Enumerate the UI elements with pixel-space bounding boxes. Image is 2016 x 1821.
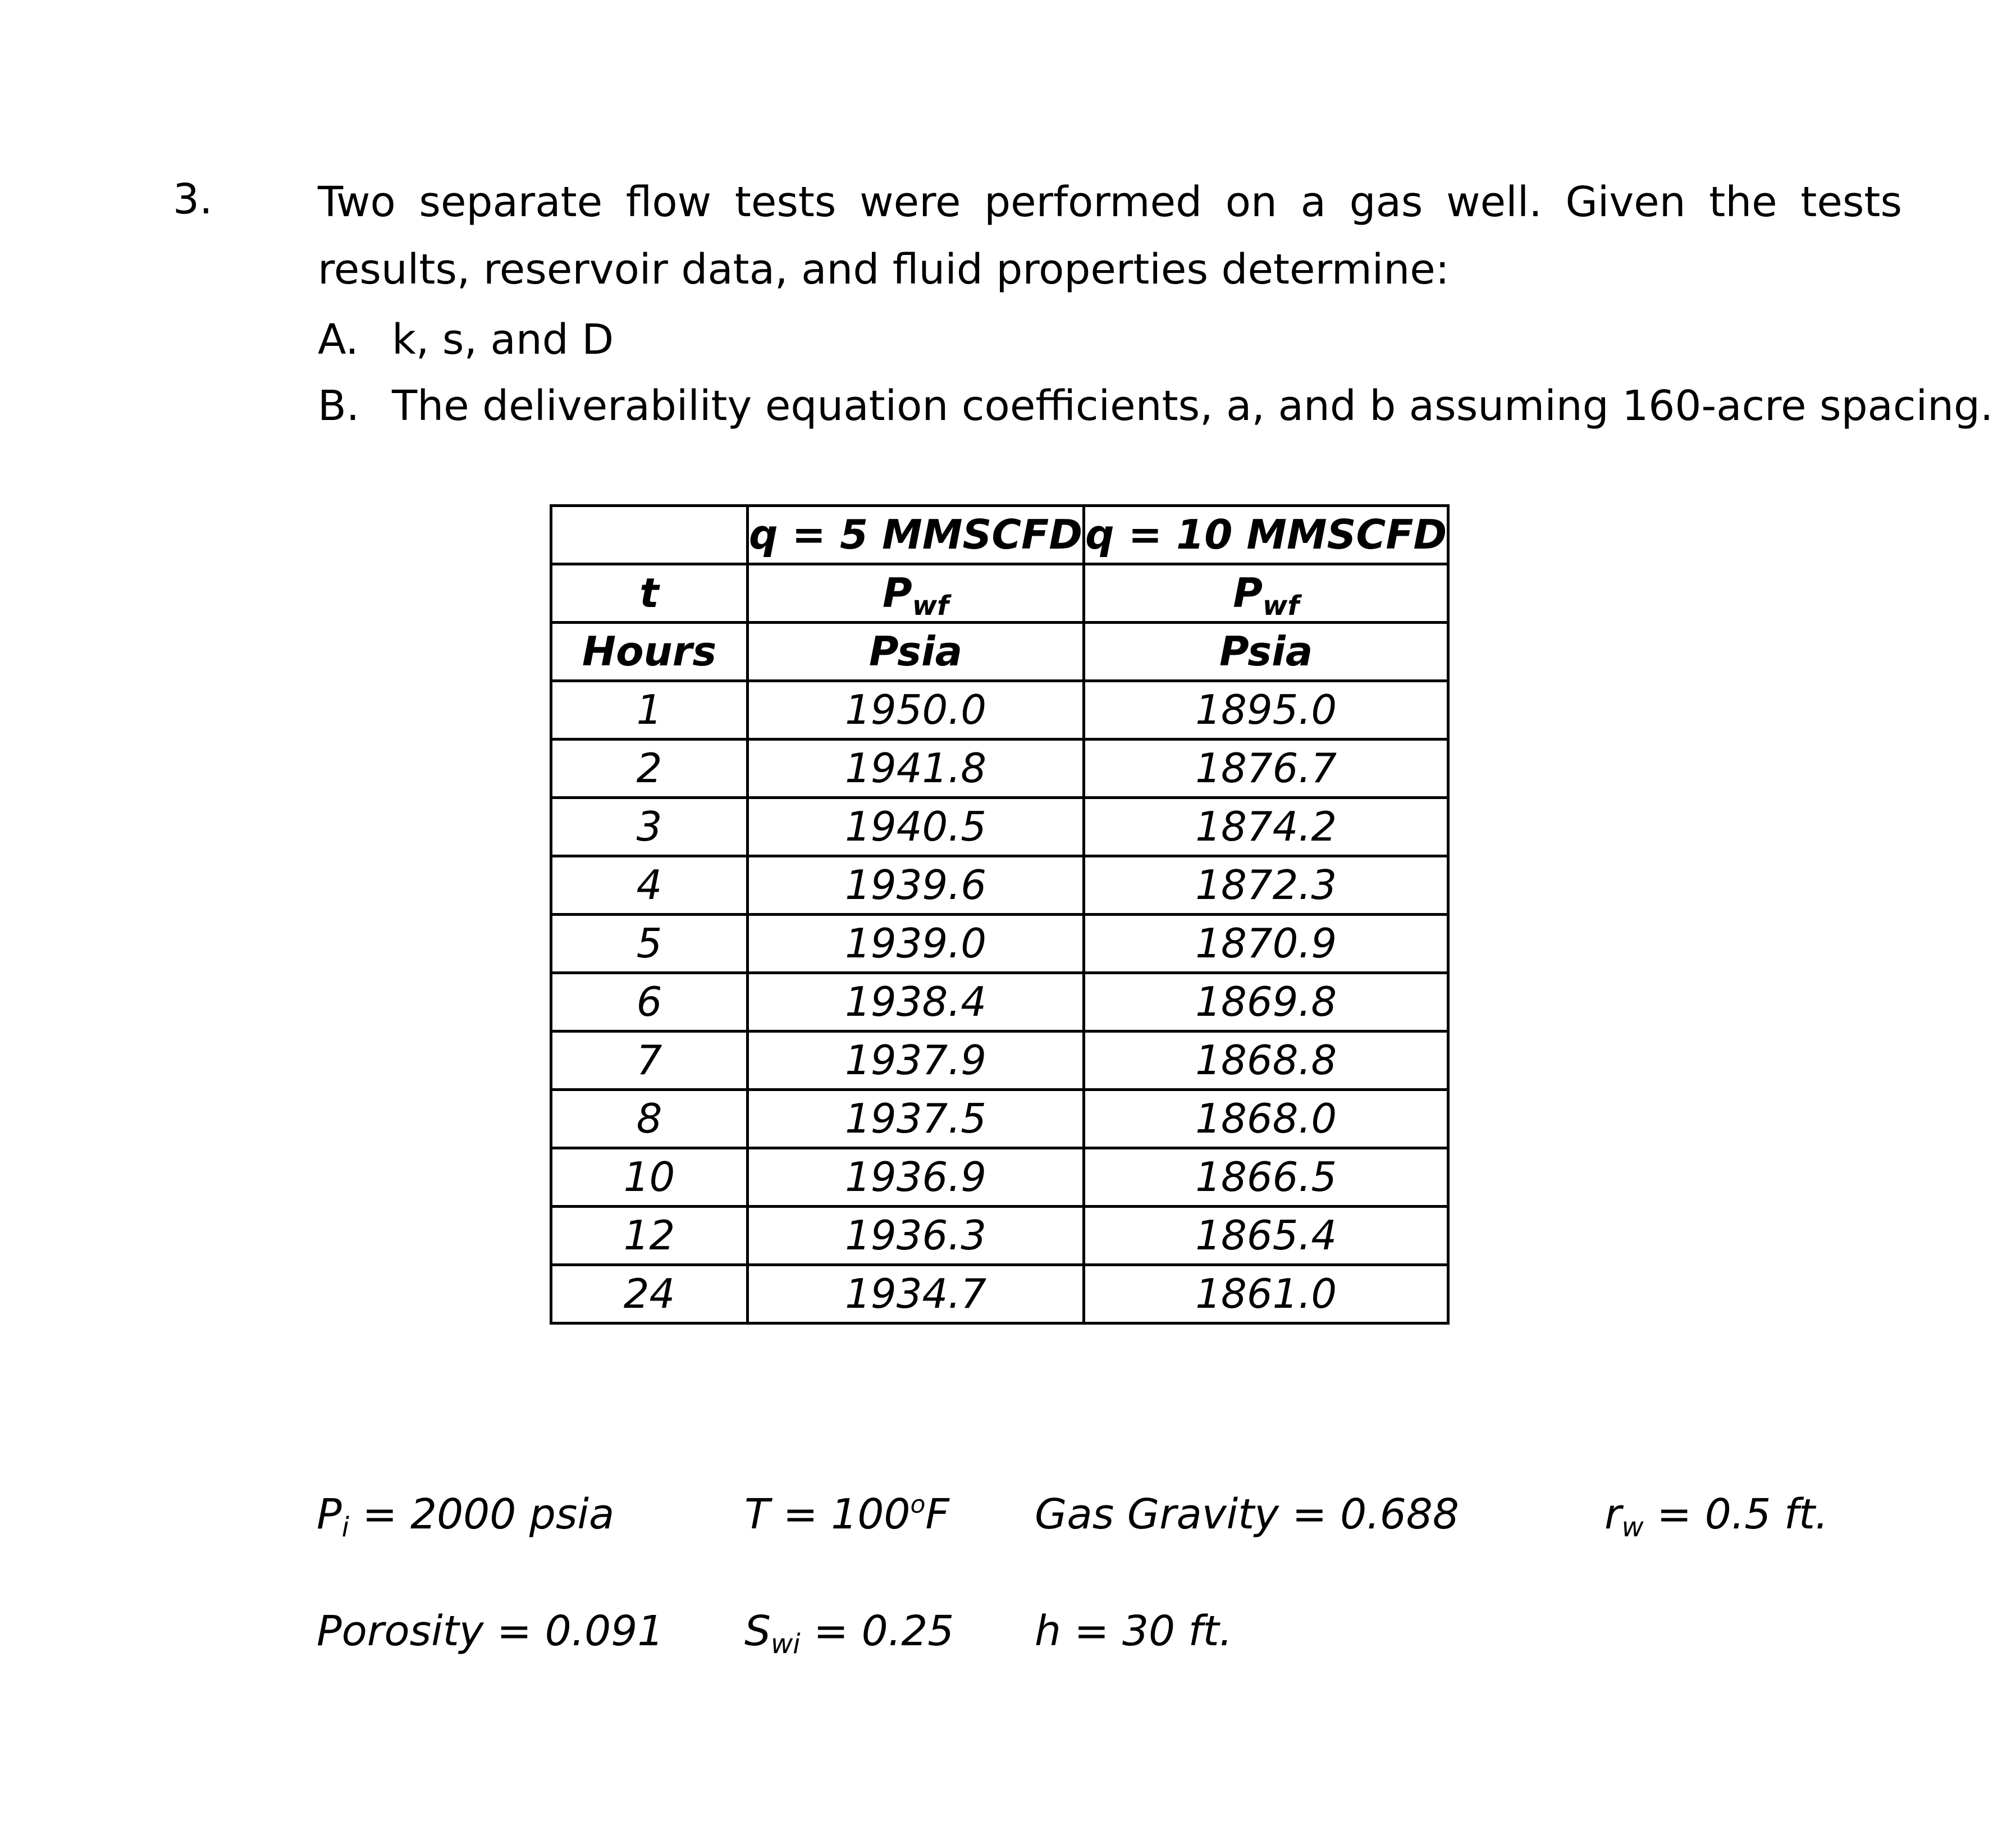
header-pwf-5: $P_{wf}$ <box>748 564 1084 623</box>
header-pwf-10: $P_{wf}$ <box>1084 564 1448 623</box>
initial-pressure: $P_i = 2000$ psia <box>317 1490 615 1543</box>
table-row <box>551 1148 1448 1207</box>
table-row <box>551 681 1448 740</box>
time-cell: 1 <box>551 681 748 740</box>
time-cell: 10 <box>551 1148 748 1207</box>
pwf-5-cell: 1934.7 <box>748 1265 1084 1323</box>
pwf-5-cell: 1941.8 <box>748 740 1084 798</box>
time-cell: 24 <box>551 1265 748 1323</box>
time-cell: 12 <box>551 1207 748 1265</box>
flow-test-table <box>550 504 1450 1325</box>
pwf-5-cell: 1936.3 <box>748 1207 1084 1265</box>
pwf-10-cell: 1895.0 <box>1084 681 1448 740</box>
part-b-text: The deliverability equation coefficients, a, and b assuming 160-acre spacing. <box>392 382 1994 430</box>
time-cell: 8 <box>551 1090 748 1148</box>
header-unit-hours: Hours <box>551 623 748 681</box>
header-unit-psia-5: Psia <box>748 623 1084 681</box>
header-unit-psia-10: Psia <box>1084 623 1448 681</box>
pwf-5-cell: 1938.4 <box>748 973 1084 1032</box>
pwf-5-cell: 1937.5 <box>748 1090 1084 1148</box>
thickness: h = 30 ft. <box>1035 1607 1233 1655</box>
pwf-10-cell: 1866.5 <box>1084 1148 1448 1207</box>
time-cell: 7 <box>551 1032 748 1090</box>
header-row-symbols <box>551 564 1448 623</box>
time-cell: 4 <box>551 856 748 915</box>
time-cell: 3 <box>551 798 748 856</box>
header-rate-10: q = 10 MMSCFD <box>1084 506 1448 564</box>
header-row-rates <box>551 506 1448 564</box>
porosity: Porosity = 0.091 <box>317 1607 664 1655</box>
pwf-10-cell: 1865.4 <box>1084 1207 1448 1265</box>
table-row <box>551 1032 1448 1090</box>
part-b-letter: B. <box>318 382 360 430</box>
table-row <box>551 1265 1448 1323</box>
header-time-symbol: t <box>551 564 748 623</box>
table-row <box>551 973 1448 1032</box>
part-b <box>318 382 1994 430</box>
time-cell: 5 <box>551 915 748 973</box>
table-row <box>551 915 1448 973</box>
time-cell: 6 <box>551 973 748 1032</box>
pwf-10-cell: 1869.8 <box>1084 973 1448 1032</box>
gas-gravity: Gas Gravity = 0.688 <box>1035 1490 1459 1539</box>
table-row <box>551 798 1448 856</box>
temperature: $T = 100^oF$ <box>744 1490 949 1539</box>
pwf-5-cell: 1937.9 <box>748 1032 1084 1090</box>
water-saturation: $S_{wi} = 0.25$ <box>744 1607 954 1660</box>
table-row <box>551 856 1448 915</box>
pwf-10-cell: 1876.7 <box>1084 740 1448 798</box>
pwf-5-cell: 1940.5 <box>748 798 1084 856</box>
pwf-10-cell: 1861.0 <box>1084 1265 1448 1323</box>
problem-statement: Two separate flow tests were performed on a gas well. Given the tests results, reservoir data, and fluid properties determine: <box>318 178 1902 294</box>
wellbore-radius: $r_w = 0.5$ ft. <box>1604 1490 1828 1543</box>
pwf-10-cell: 1868.0 <box>1084 1090 1448 1148</box>
pwf-10-cell: 1868.8 <box>1084 1032 1448 1090</box>
pwf-10-cell: 1872.3 <box>1084 856 1448 915</box>
table-row <box>551 1207 1448 1265</box>
table-row <box>551 740 1448 798</box>
problem-number: 3. <box>173 175 213 223</box>
part-a-text: k, s, and D <box>392 316 614 364</box>
part-a <box>318 316 614 364</box>
pwf-10-cell: 1874.2 <box>1084 798 1448 856</box>
pwf-5-cell: 1936.9 <box>748 1148 1084 1207</box>
header-row-units <box>551 623 1448 681</box>
pwf-5-cell: 1950.0 <box>748 681 1084 740</box>
table-row <box>551 1090 1448 1148</box>
time-cell: 2 <box>551 740 748 798</box>
pwf-10-cell: 1870.9 <box>1084 915 1448 973</box>
header-empty-cell <box>551 506 748 564</box>
pwf-5-cell: 1939.6 <box>748 856 1084 915</box>
pwf-5-cell: 1939.0 <box>748 915 1084 973</box>
part-a-letter: A. <box>318 316 359 364</box>
header-rate-5: q = 5 MMSCFD <box>748 506 1084 564</box>
